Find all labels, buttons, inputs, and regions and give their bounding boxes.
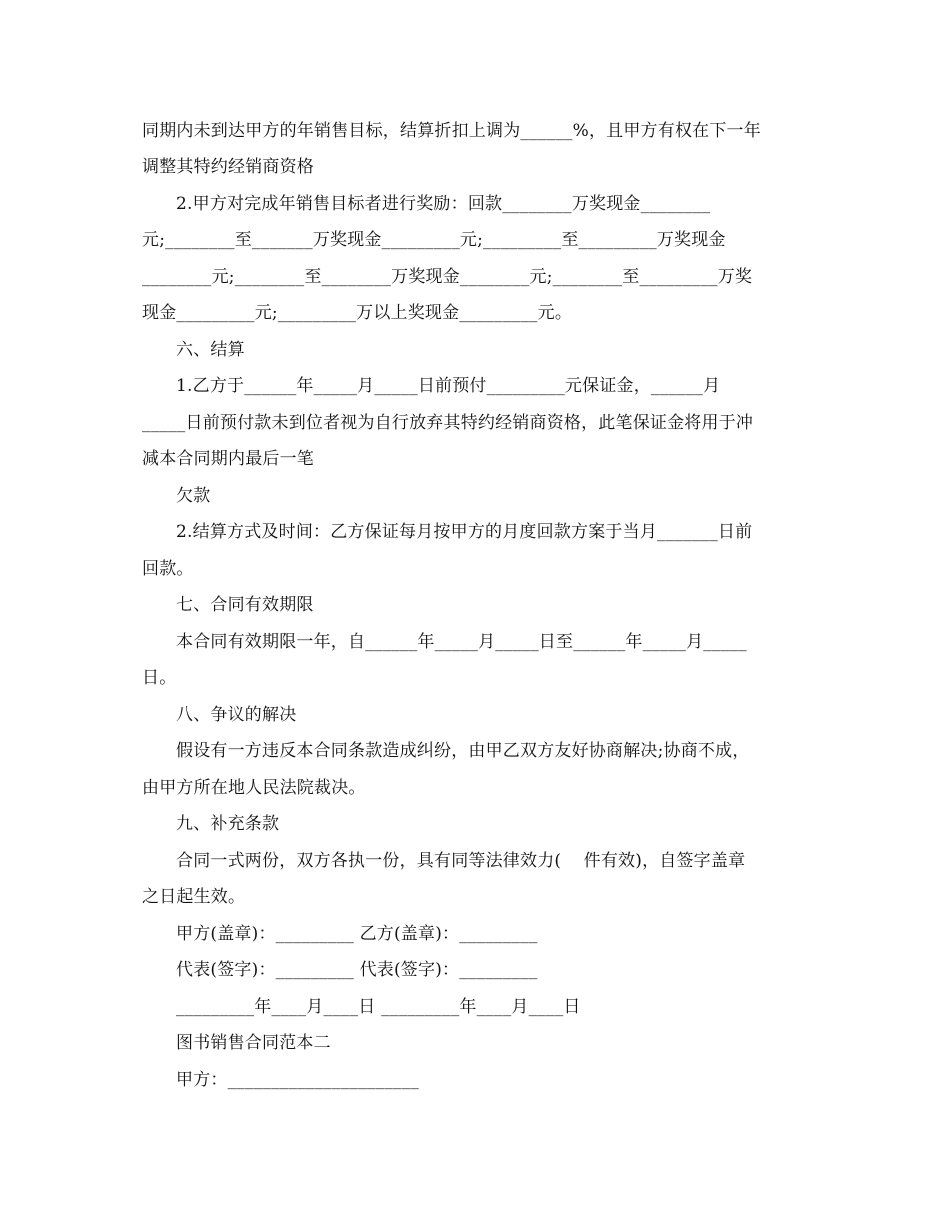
paragraph-line: 同期内未到达甲方的年销售目标，结算折扣上调为______%，且甲方有权在下一年: [142, 121, 761, 141]
paragraph-line: 1.乙方于______年_____月_____日前预付_________元保证金，______月: [176, 376, 721, 396]
paragraph-line: 合同一式两份，双方各执一份，具有同等法律效力( 件有效)，自签字盖章: [176, 851, 746, 871]
paragraph-line: 假设有一方违反本合同条款造成纠纷，由甲乙双方友好协商解决;协商不成，: [176, 741, 750, 761]
paragraph-line: 日。: [142, 668, 177, 688]
paragraph-line: 之日起生效。: [142, 887, 246, 907]
date-line: _________年____月____日 _________年____月____日: [176, 997, 581, 1017]
paragraph-line: 回款。: [142, 559, 194, 579]
paragraph-line: 2.结算方式及时间：乙方保证每月按甲方的月度回款方案于当月_______日前: [176, 522, 753, 542]
paragraph-line: 调整其特约经销商资格: [142, 157, 314, 177]
party-a-line: 甲方：______________________: [176, 1070, 419, 1090]
section-heading: 六、结算: [176, 340, 245, 360]
paragraph-line: 元;________至_______万奖现金_________元;_________至_________万奖现金: [142, 230, 726, 250]
document-subtitle: 图书销售合同范本二: [176, 1033, 331, 1053]
paragraph-line: 2.甲方对完成年销售目标者进行奖励：回款________万奖现金________: [176, 194, 711, 214]
paragraph-line: 减本合同期内最后一笔: [142, 449, 314, 469]
paragraph-line: ________元;________至________万奖现金________元;________至_________万奖: [142, 267, 753, 287]
section-heading: 七、合同有效期限: [176, 595, 314, 615]
paragraph-line: 欠款: [176, 486, 211, 506]
paragraph-line: _____日前预付款未到位者视为自行放弃其特约经销商资格，此笔保证金将用于冲: [142, 413, 754, 433]
paragraph-line: 现金_________元;_________万以上奖现金_________元。: [142, 303, 573, 323]
signature-line: 代表(签字)：_________ 代表(签字)：_________: [176, 960, 538, 980]
paragraph-line: 本合同有效期限一年，自______年_____月_____日至______年_____月_____: [176, 632, 747, 652]
signature-line: 甲方(盖章)：_________ 乙方(盖章)：_________: [176, 924, 538, 944]
paragraph-line: 由甲方所在地人民法院裁决。: [142, 778, 366, 798]
section-heading: 九、补充条款: [176, 814, 280, 834]
section-heading: 八、争议的解决: [176, 705, 297, 725]
